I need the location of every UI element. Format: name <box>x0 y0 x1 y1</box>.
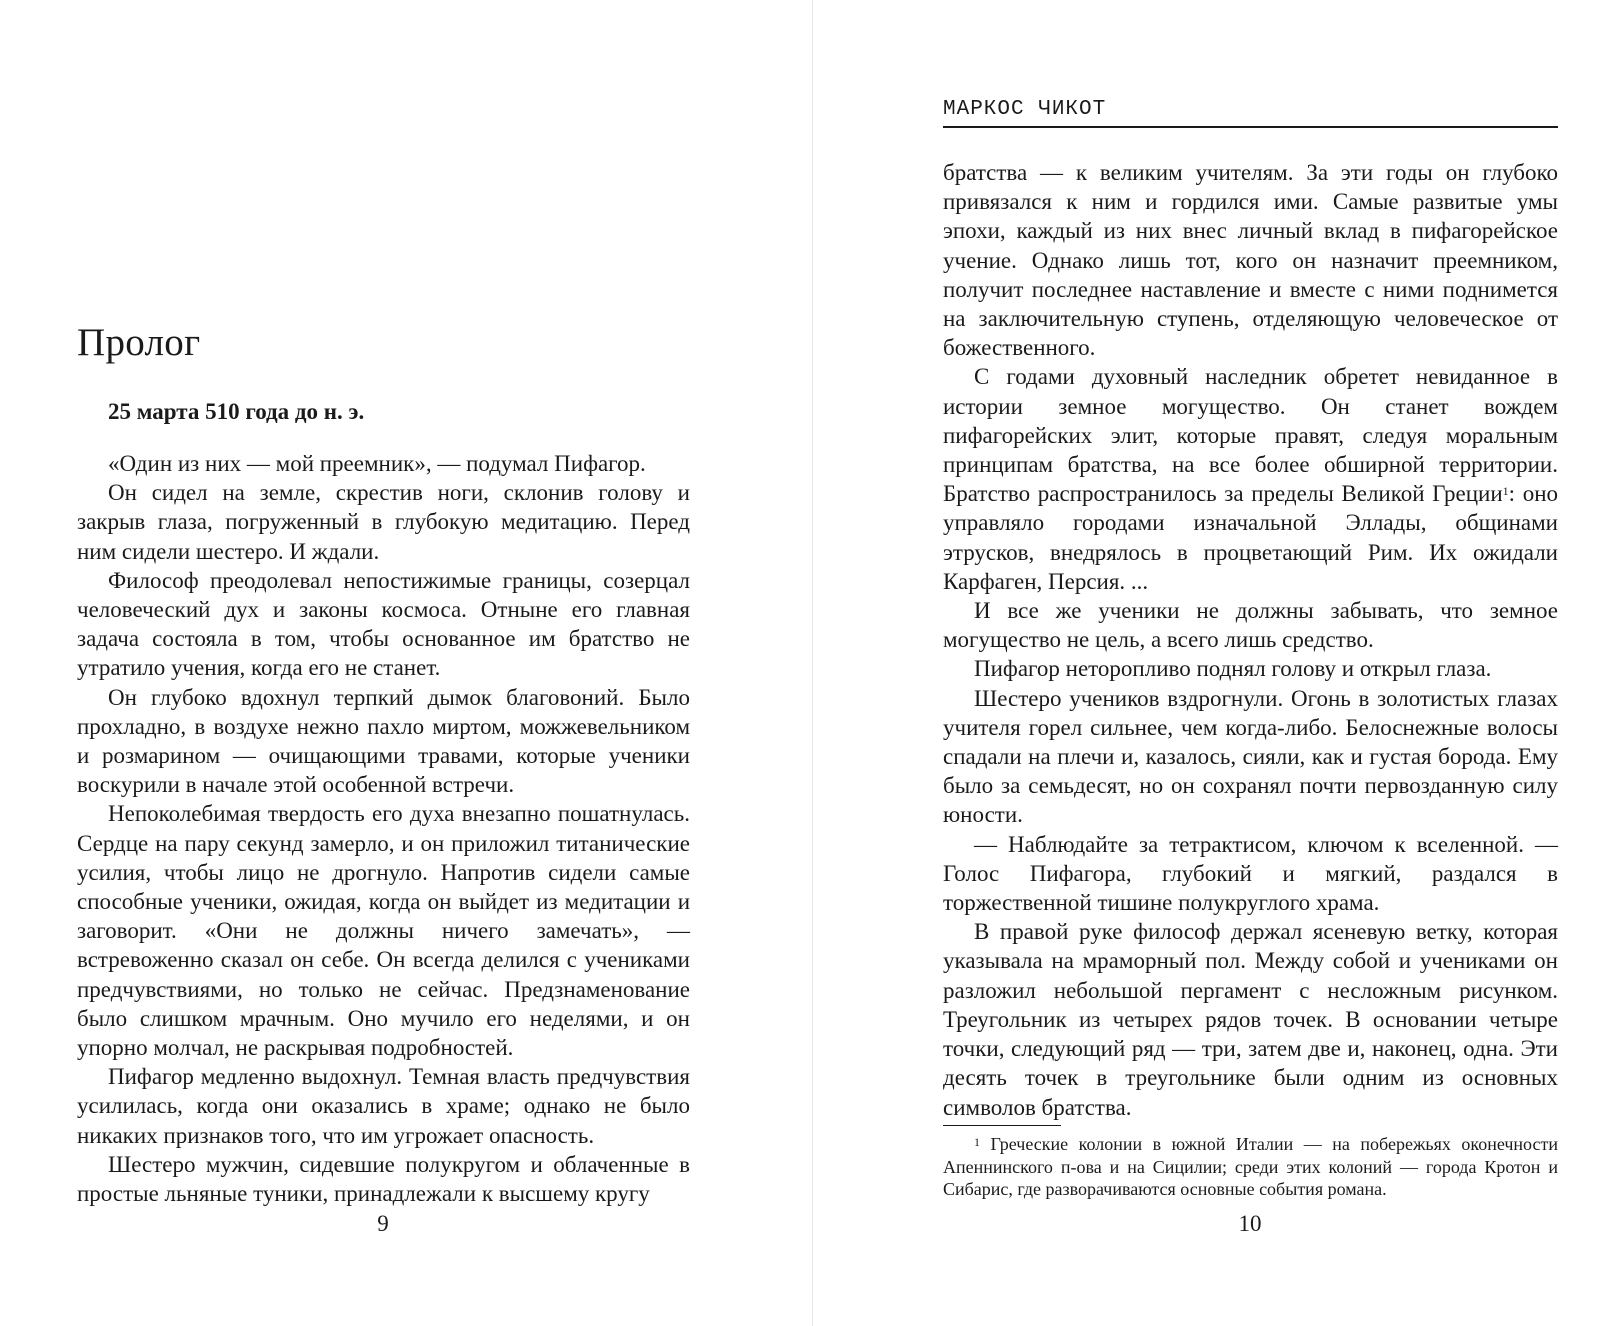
footnote-mark: 1 <box>974 1135 980 1149</box>
paragraph-text-part: : оно управляло городами изначальной Эллады, общинами этрусков, внедрялось в процветающий Рим. Их ожидали Карфаген, Персия. ... <box>943 481 1559 594</box>
page-number: 10 <box>1238 1211 1262 1236</box>
footnote-text: Греческие колонии в южной Италии — на побережьях оконечности Апеннинского п-ова и на Сицилии; среди этих колоний — города Кротон и Сибарис, где разворачиваются основные события романа. <box>943 1134 1558 1200</box>
paragraph: И все же ученики не должны забывать, что земное могущество не цель, а всего лишь средство. <box>943 598 1558 653</box>
page-number: 9 <box>377 1211 389 1236</box>
right-body-text <box>943 158 1558 1122</box>
paragraph-with-footnote <box>943 362 1558 596</box>
paragraph-continuation: братства — к великим учителям. За эти годы он глубоко привязался к ним и гордился ими. Самые развитые умы эпохи, каждый из них внес личный вклад в пифагорейское учение. Однако лишь тот, кого он назначит преемником, получит последнее наставление и вместе с ними поднимется на заключительную ступень, отделяющую человеческое от божественного. <box>943 160 1558 361</box>
footnote-reference[interactable]: 1 <box>1502 484 1509 499</box>
paragraph: Он сидел на земле, скрестив ноги, склонив голову и закрыв глаза, погруженный в глубокую медитацию. Перед ним сидели шестеро. И ждали. <box>77 480 690 564</box>
paragraph: Шестеро учеников вздрогнули. Огонь в золотистых глазах учителя горел сильнее, чем когда-либо. Белоснежные волосы спадали на плечи и, казалось, сияли, как и густая борода. Ему было за семьдесят, но он сохранял почти первозданную силу юности. <box>943 685 1558 828</box>
paragraph: Философ преодолевал непостижимые границы, созерцал человеческий дух и законы космоса. Отныне его главная задача состояла в том, чтобы основанное им братство не утратило учения, когда его не станет. <box>77 567 690 681</box>
paragraph-text-part: С годами духовный наследник обретет невиданное в истории земное могущество. Он станет вождем пифагорейских элит, которые правят, следуя моральным принципам братства, на все более обширной территории. Братство распространилось за пределы Великой Греции <box>943 364 1558 507</box>
left-body-text <box>77 449 690 1208</box>
right-page <box>813 0 1624 1326</box>
running-head-author: МАРКОС ЧИКОТ <box>943 98 1558 128</box>
paragraph: В правой руке философ держал ясеневую ветку, которая указывала на мраморный пол. Между собой и учениками он разложил небольшой пергамент с несложным рисунком. Треугольник из четырех рядов точек. В основании четыре точки, следующий ряд — три, затем две и, наконец, одна. Эти десять точек в треугольнике были одним из основных символов братства. <box>943 919 1558 1120</box>
paragraph: — Наблюдайте за тетрактисом, ключом к вселенной. — Голос Пифагора, глубокий и мягкий, раздался в торжественной тишине полукруглого храма. <box>943 831 1558 916</box>
paragraph: Непоколебимая твердость его духа внезапно пошатнулась. Сердце на пару секунд замерло, и он приложил титанические усилия, чтобы лицо не дрогнуло. Напротив сидели самые способные ученики, ожидая, когда он выйдет из медитации и заговорит. «Они не должны ничего замечать», — встревоженно сказал он себе. Он всегда делился с учениками предчувствиями, но только не сейчас. Предзнаменование было слишком мрачным. Оно мучило его неделями, и он упорно молчал, не раскрывая подробностей. <box>77 801 690 1061</box>
paragraph: Он глубоко вдохнул терпкий дымок благовоний. Было прохладно, в воздухе нежно пахло миртом, можжевельником и розмарином — очищающими травами, которые ученики воскурили в начале этой особенной встречи. <box>77 684 690 798</box>
paragraph: Пифагор медленно выдохнул. Темная власть предчувствия усилилась, когда они оказались в храме; однако не было никаких признаков того, что им угрожает опасность. <box>77 1064 690 1148</box>
paragraph: Пифагор неторопливо поднял голову и открыл глаза. <box>974 656 1492 682</box>
footnote <box>943 1133 1558 1201</box>
paragraph: Шестеро мужчин, сидевшие полукругом и облаченные в простые льняные туники, принадлежали к высшему кругу <box>77 1151 690 1207</box>
footnote-divider <box>943 1125 1061 1126</box>
paragraph: «Один из них — мой преемник», — подумал Пифагор. <box>108 451 646 476</box>
chapter-title: Пролог <box>77 321 201 364</box>
chapter-date-heading: 25 марта 510 года до н. э. <box>108 399 365 424</box>
